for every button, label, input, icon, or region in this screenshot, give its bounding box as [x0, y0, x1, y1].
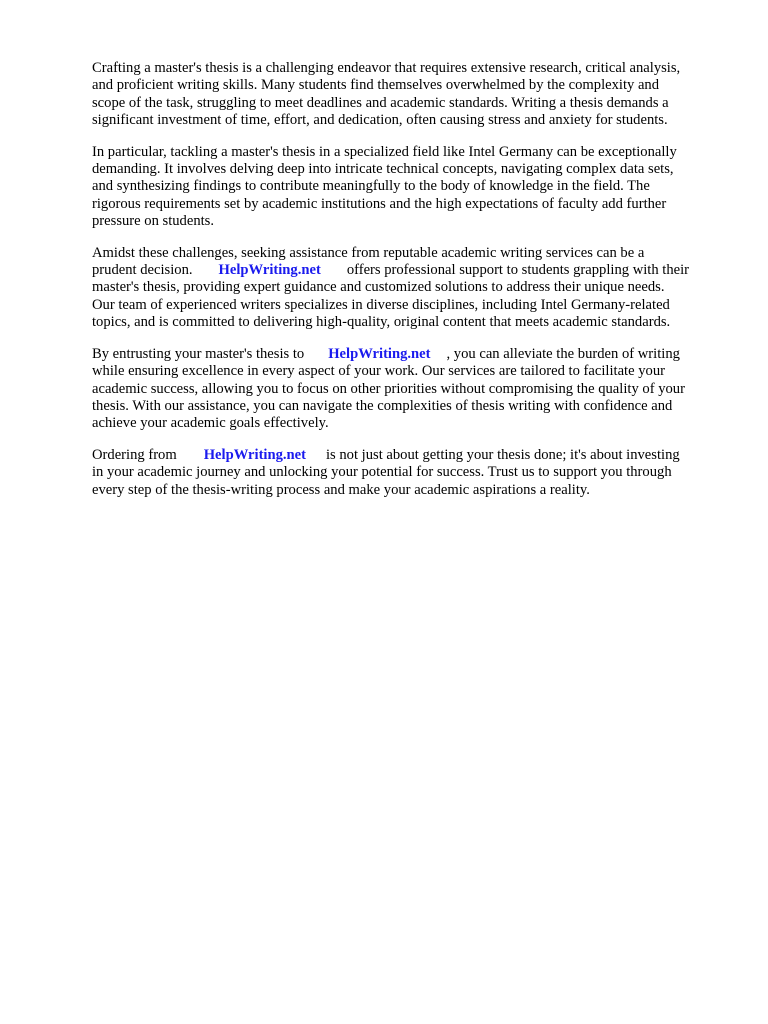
text-line — [92, 447, 724, 464]
paragraph-1 — [92, 60, 724, 130]
text-line: Amidst these challenges, seeking assistance from reputable academic writing services can be a — [92, 244, 645, 261]
text-segment: , you can alleviate the burden of writing — [446, 345, 680, 362]
text-line: demanding. It involves delving deep into intricate technical concepts, navigating complex data sets, — [92, 161, 674, 178]
text-line: every step of the thesis-writing process and make your academic aspirations a reality. — [92, 481, 590, 498]
text-line: in your academic journey and unlocking your potential for success. Trust us to support you through — [92, 464, 672, 481]
helpwriting-link[interactable]: HelpWriting.net — [328, 345, 431, 362]
text-line: scope of the task, struggling to meet deadlines and academic standards. Writing a thesis demands a — [92, 94, 669, 111]
paragraph-3 — [92, 245, 724, 332]
text-line — [92, 346, 724, 363]
text-line: and synthesizing findings to contribute meaningfully to the body of knowledge in the field. The — [92, 178, 650, 195]
text-line: Our team of experienced writers specializes in diverse disciplines, including Intel Germany-related — [92, 296, 670, 313]
text-line: significant investment of time, effort, and dedication, often causing stress and anxiety for students. — [92, 112, 668, 129]
paragraph-5 — [92, 447, 724, 499]
text-segment: Ordering from — [92, 446, 177, 463]
text-segment: By entrusting your master's thesis to — [92, 345, 305, 362]
text-line: thesis. With our assistance, you can navigate the complexities of thesis writing with confidence and — [92, 397, 673, 414]
text-line: Crafting a master's thesis is a challenging endeavor that requires extensive research, critical analysis, — [92, 60, 681, 76]
document-body — [92, 60, 724, 513]
text-line — [92, 262, 724, 279]
text-line: and proficient writing skills. Many students find themselves overwhelmed by the complexity and — [92, 77, 660, 94]
paragraph-4 — [92, 346, 724, 433]
text-line: pressure on students. — [92, 213, 215, 230]
helpwriting-link[interactable]: HelpWriting.net — [218, 262, 321, 279]
text-line: master's thesis, providing expert guidance and customized solutions to address their unique needs. — [92, 279, 665, 296]
helpwriting-link[interactable]: HelpWriting.net — [203, 446, 306, 463]
text-segment: offers professional support to students grappling with their — [346, 262, 690, 279]
text-segment: prudent decision. — [92, 262, 193, 279]
text-line: topics, and is committed to delivering high-quality, original content that meets academic standards. — [92, 314, 671, 331]
text-line: achieve your academic goals effectively. — [92, 415, 329, 432]
paragraph-2 — [92, 144, 724, 231]
text-line: In particular, tackling a master's thesis in a specialized field like Intel Germany can be exceptionally — [92, 143, 677, 160]
text-segment: is not just about getting your thesis done; it's about investing — [326, 446, 680, 463]
text-line: rigorous requirements set by academic institutions and the high expectations of faculty add further — [92, 195, 667, 212]
text-line: academic success, allowing you to focus on other priorities without compromising the quality of your — [92, 380, 685, 397]
text-line: while ensuring excellence in every aspect of your work. Our services are tailored to facilitate your — [92, 363, 665, 380]
